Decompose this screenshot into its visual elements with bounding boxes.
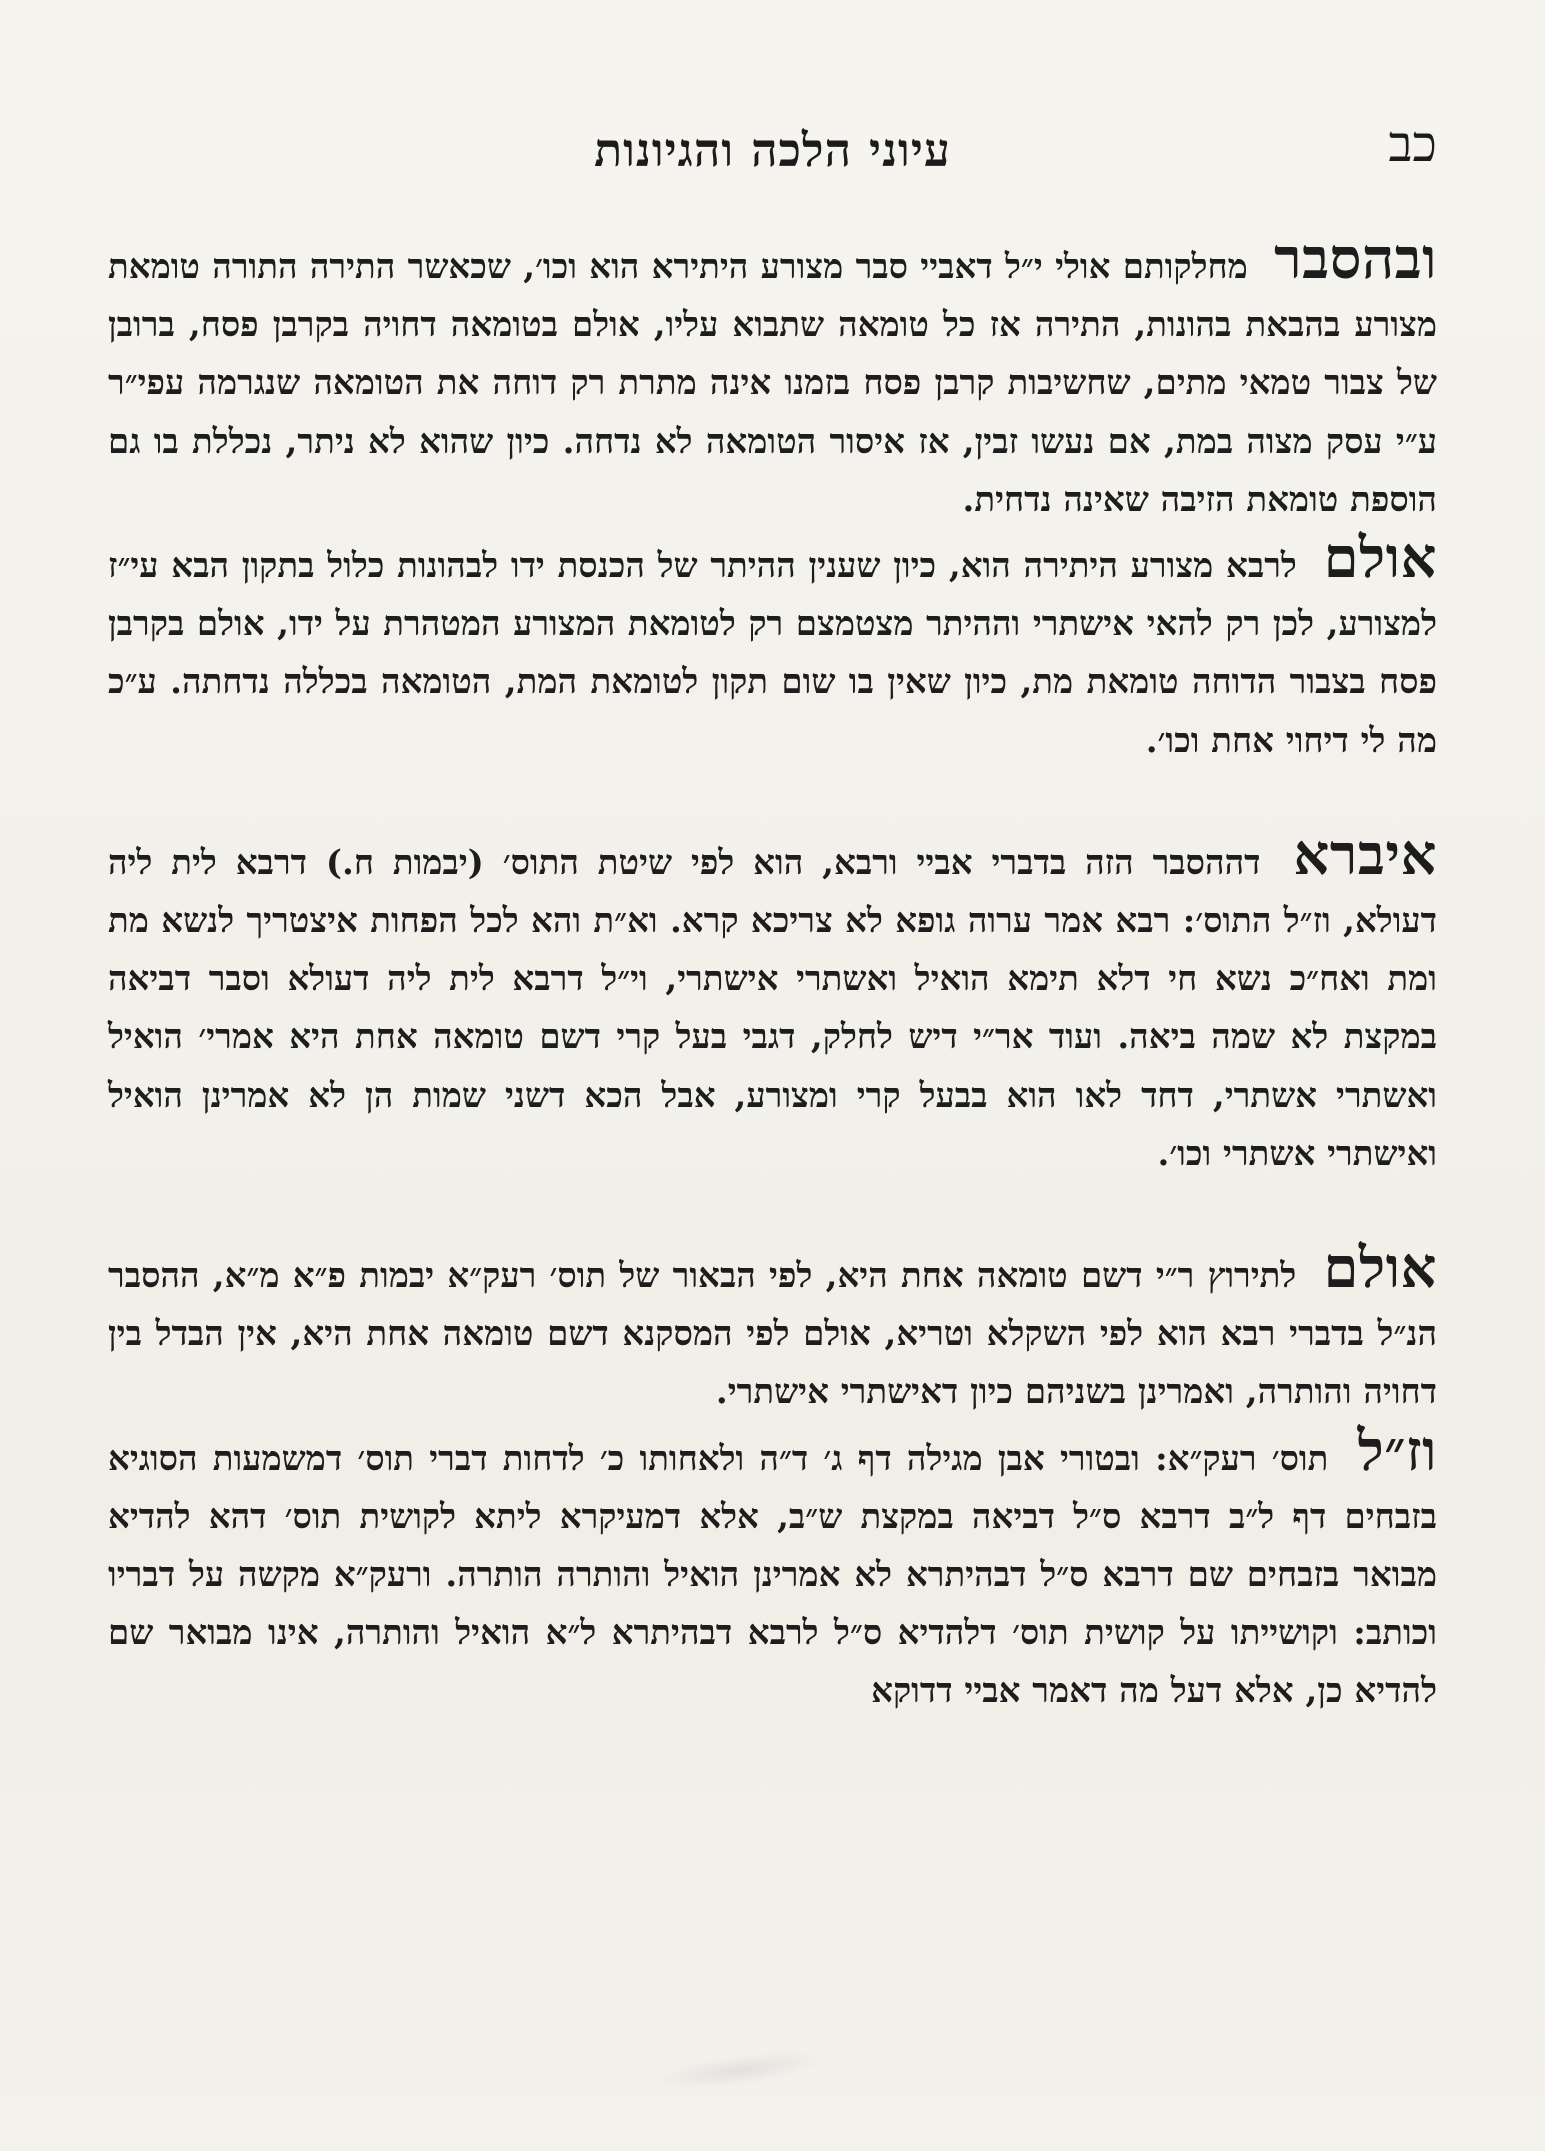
paragraph-text: לרבא מצורע היתירה הוא, כיון שענין ההיתר של הכנסת ידו לבהונות כלול בתקון הבא עי״ז למצורע, לכן רק להאי אישתרי וההיתר מצטמצם רק לטומאת המצורע המטהרת על ידו, אולם בקרבן פסח בצבור הדוחה טומאת מת, כיון שאין בו שום תקון לטומאת המת, הטומאה בכללה נדחתה. ע״כ מה לי דיחוי אחת וכו׳. (108, 546, 1437, 761)
paragraph-text: לתירוץ ר״י דשם טומאה אחת היא, לפי הבאור של תוס׳ רעק״א יבמות פ״א מ״א, ההסבר הנ״ל בדברי רבא הוא לפי השקלא וטריא, אולם לפי המסקנא דשם טומאה אחת היא, אין הבדל בין דחויה והותרה, ואמרינן בשניהם כיון דאישתרי אישתרי. (108, 1256, 1437, 1413)
running-head: עיוני הלכה והגיונות (594, 123, 951, 177)
lead-word: ובהסבר (1274, 226, 1437, 292)
paragraph (108, 1417, 1437, 1721)
paragraph (108, 525, 1438, 770)
lead-word: וז״ל (1357, 1417, 1437, 1484)
paragraph-text: תוס׳ רעק״א: ובטורי אבן מגילה דף ג׳ ד״ה ולאחותו כ׳ לדחות דברי תוס׳ דמשמעות הסוגיא בזבחים דף ל״ב דרבא ס״ל דביאה במקצת ש״ב, אלא דמעיקרא ליתא לקושית תוס׳ דהא להדיא מבואר בזבחים שם דרבא ס״ל דבהיתרא לא אמרינן הואיל והותרה הותרה. ורעק״א מקשה על דבריו וכותב: וקושייתו על קושית תוס׳ דלהדיא ס״ל לרבא דבהיתרא ל״א הואיל והותרה, אינו מבואר שם להדיא כן, אלא דעל מה דאמר אביי דדוקא (108, 1438, 1437, 1712)
lead-word: איברא (1293, 821, 1437, 888)
main-text (108, 226, 1438, 2091)
paragraph (108, 1235, 1437, 1422)
page-header (108, 115, 1437, 185)
lead-word: אולם (1323, 1235, 1437, 1302)
lead-word: אולם (1323, 525, 1438, 592)
paragraph-text: מחלקותם אולי י״ל דאביי סבר מצורע היתירא הוא וכו׳, שכאשר התירה התורה טומאת מצורע בהבאת בהונות, התירה אז כל טומאה שתבוא עליו, אולם בטומאה דחויה בקרבן פסח, ברובן של צבור טמאי מתים, שחשיבות קרבן פסח בזמנו אינה מתרת רק דוחה את הטומאה שנגרמה עפי״ר ע״י עסק מצוה במת, אם נעשו זבין, אז איסור הטומאה לא נדחה. כיון שהוא לא ניתר, נכללת בו גם הוספת טומאת הזיבה שאינה נדחית. (108, 247, 1437, 520)
paragraph (108, 226, 1437, 529)
page-number: כב (1388, 115, 1437, 173)
paragraph-text: דההסבר הזה בדברי אביי ורבא, הוא לפי שיטת התוס׳ (יבמות ח.) דרבא לית ליה דעולא, וז״ל התוס׳: רבא אמר ערוה גופא לא צריכא קרא. וא״ת והא לכל הפחות איצטריך לנשא מת ומת ואח״כ נשא חי דלא תימא הואיל ואשתרי אישתרי, וי״ל דרבא לית ליה דעולא וסבר דביאה במקצת לא שמה ביאה. ועוד אר״י דיש לחלק, דגבי בעל קרי דשם טומאה אחת היא אמרי׳ הואיל ואשתרי אשתרי, דחד לאו הוא בבעל קרי ומצורע, אבל הכא דשני שמות הן לא אמרינן הואיל ואישתרי אשתרי וכו׳. (108, 842, 1437, 1174)
paragraph (108, 821, 1437, 1183)
